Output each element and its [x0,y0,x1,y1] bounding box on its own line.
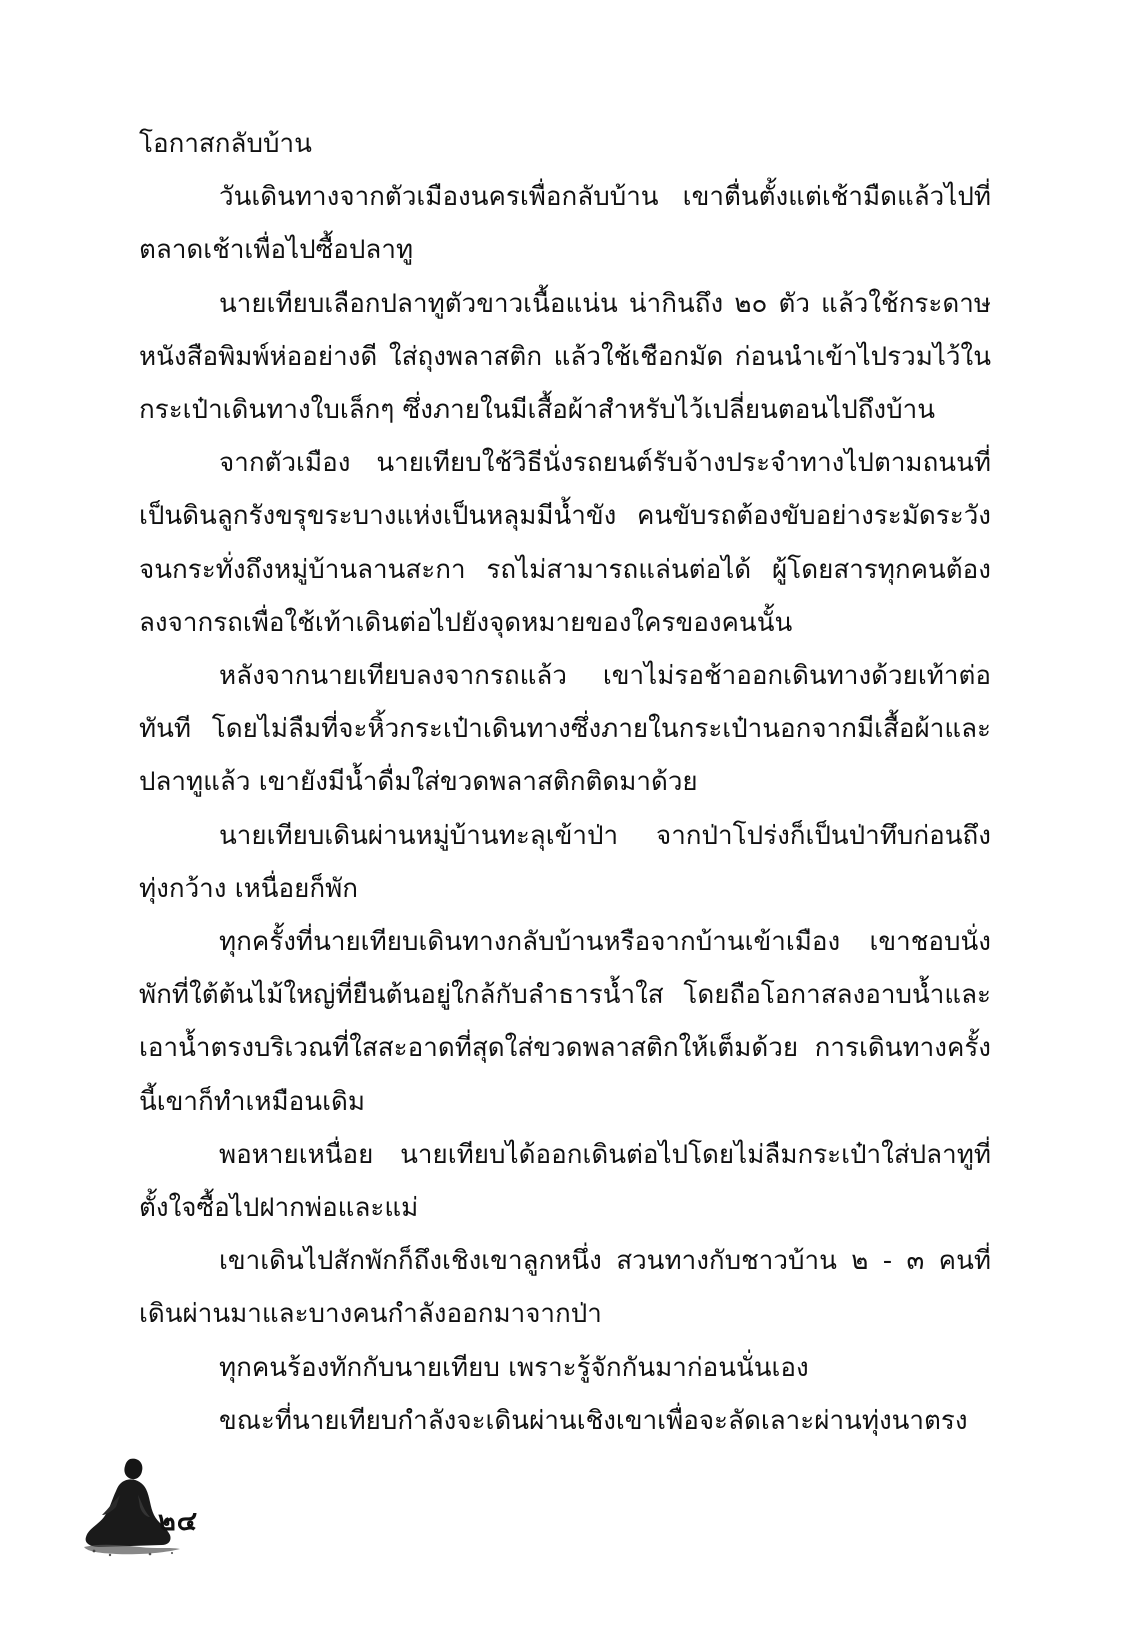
paragraph: พอหายเหนื่อย นายเทียบได้ออกเดินต่อไปโดยไม่ลืมกระเป๋าใส่ปลาทูที่ตั้งใจซื้อไปฝากพ่อและแม่ [139,1139,991,1224]
paragraph: โอกาสกลับบ้าน [139,129,312,159]
paragraph: นายเทียบเดินผ่านหมู่บ้านทะลุเข้าป่า จากป่าโปร่งก็เป็นป่าทึบก่อนถึงทุ่งกว้าง เหนื่อยก็พัก [139,820,991,904]
paragraph: นายเทียบเลือกปลาทูตัวขาวเนื้อแน่น น่ากินถึง ๒๐ ตัว แล้วใช้กระดาษหนังสือพิมพ์ห่ออย่างดี ใส่ถุงพลาสติก แล้วใช้เชือกมัด ก่อนนำเข้าไปรวมไว้ในกระเป๋าเดินทางใบเล็กๆ ซึ่งภายในมีเสื้อผ้าสำหรับไว้เปลี่ยนตอนไปถึงบ้าน [139,288,991,426]
body-text [139,118,991,1448]
seated-figure-icon [80,1455,220,1565]
paragraph: ทุกครั้งที่นายเทียบเดินทางกลับบ้านหรือจากบ้านเข้าเมือง เขาชอบนั่งพักที่ใต้ต้นไม้ใหญ่ที่ยืนต้นอยู่ใกล้กับลำธารน้ำใส โดยถือโอกาสลงอาบน้ำและเอาน้ำตรงบริเวณที่ใสสะอาดที่สุดใส่ขวดพลาสติกให้เต็มด้วย การเดินทางครั้งนี้เขาก็ทำเหมือนเดิม [139,927,991,1117]
paragraph: วันเดินทางจากตัวเมืองนครเพื่อกลับบ้าน เขาตื่นตั้งแต่เช้ามืดแล้วไปที่ตลาดเช้าเพื่อไปซื้อปลาทู [139,182,991,266]
paragraph: จากตัวเมือง นายเทียบใช้วิธีนั่งรถยนต์รับจ้างประจำทางไปตามถนนที่เป็นดินลูกรังขรุขระบางแห่งเป็นหลุมมีน้ำขัง คนขับรถต้องขับอย่างระมัดระวังจนกระทั่งถึงหมู่บ้านลานสะกา รถไม่สามารถแล่นต่อได้ ผู้โดยสารทุกคนต้องลงจากรถเพื่อใช้เท้าเดินต่อไปยังจุดหมายของใครของคนนั้น [139,448,991,638]
paragraph: ขณะที่นายเทียบกำลังจะเดินผ่านเชิงเขาเพื่อจะลัดเลาะผ่านทุ่งนาตรง [219,1405,968,1436]
page-footer [80,1455,220,1565]
paragraph: เขาเดินไปสักพักก็ถึงเชิงเขาลูกหนึ่ง สวนทางกับชาวบ้าน ๒ - ๓ คนที่เดินผ่านมาและบางคนกำลังออกมาจากป่า [139,1246,991,1330]
page-number: ๒๔ [158,1506,199,1537]
paragraph: หลังจากนายเทียบลงจากรถแล้ว เขาไม่รอช้าออกเดินทางด้วยเท้าต่อทันที โดยไม่ลืมที่จะหิ้วกระเป๋าเดินทางซึ่งภายในกระเป๋านอกจากมีเสื้อผ้าและปลาทูแล้ว เขายังมีน้ำดื่มใส่ขวดพลาสติกติดมาด้วย [139,661,991,798]
paragraph: ทุกคนร้องทักกับนายเทียบ เพราะรู้จักกันมาก่อนนั่นเอง [219,1352,809,1383]
